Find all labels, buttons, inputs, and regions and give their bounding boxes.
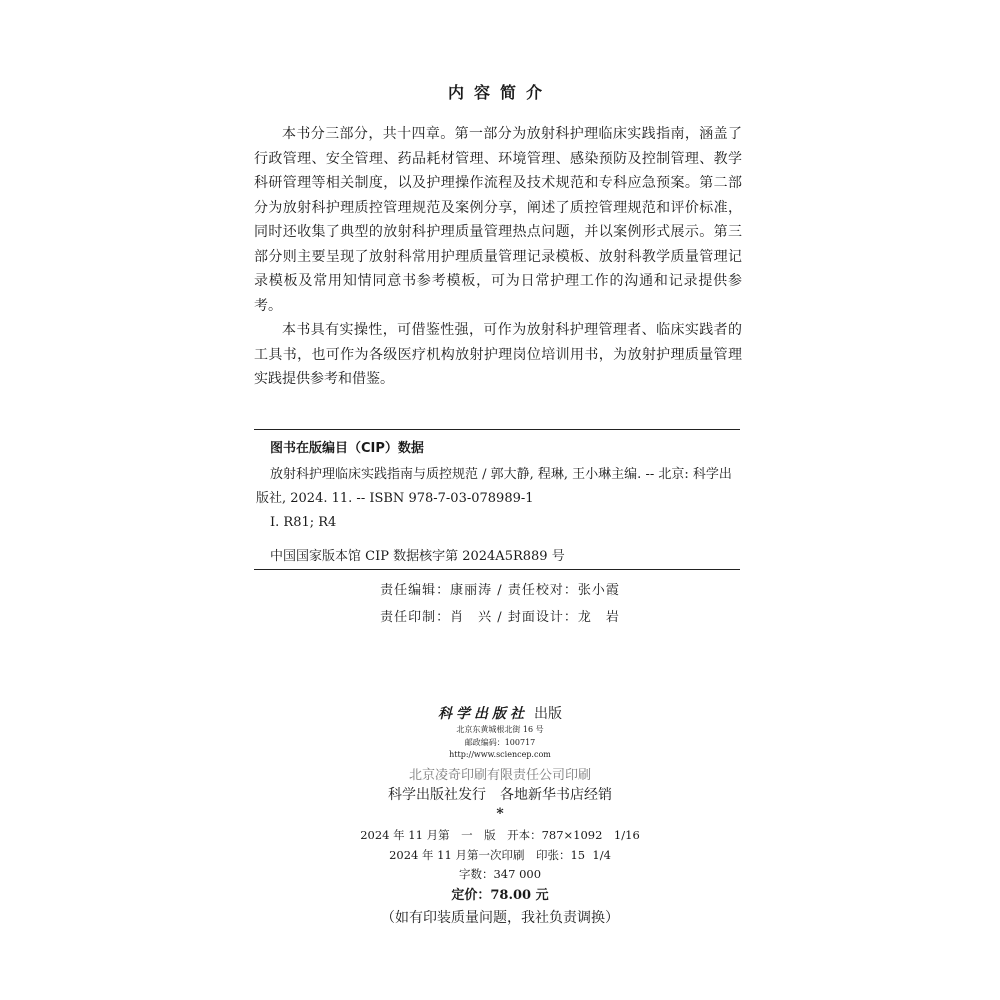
cip-classification: Ⅰ. R81; R4 bbox=[270, 515, 337, 530]
cip-record-number: 中国国家版本馆 CIP 数据核字第 2024A5R889 号 bbox=[270, 549, 565, 564]
cip-entry: 放射科护理临床实践指南与质控规范 / 郭大静, 程琳, 王小琳主编. -- 北京: 科学出版社, 2024. 11. -- ISBN 978-7-03-078989-1 bbox=[256, 467, 732, 506]
distribution-line: 科学出版社发行 各地新华书店经销 bbox=[388, 787, 612, 803]
staff-production: 责任印制：肖 兴 / 封面设计：龙 岩 bbox=[380, 610, 620, 625]
staff-editors: 责任编辑：康丽涛 / 责任校对：张小霞 bbox=[380, 583, 620, 598]
cip-block bbox=[254, 429, 740, 570]
intro-paragraph-1: 本书分三部分，共十四章。第一部分为放射科护理临床实践指南，涵盖了行政管理、安全管理、药品耗材管理、环境管理、感染预防及控制管理、教学科研管理等相关制度，以及护理操作流程及技术规范和专科应急预案。第二部分为放射科护理质控管理规范及案例分享，阐述了质控管理规范和评价标准，同时还收集了典型的放射科护理质量管理热点问题，并以案例形式展示。第三部分则主要呈现了放射科常用护理质量管理记录模板、放射科教学质量管理记录模板及常用知情同意书参考模板，可为日常护理工作的沟通和记录提供参考。 bbox=[254, 126, 742, 314]
intro-title: 内容简介 bbox=[447, 83, 552, 102]
intro-body bbox=[254, 122, 742, 392]
publish-word: 出版 bbox=[534, 706, 562, 722]
publisher-line bbox=[0, 703, 1000, 723]
intro-paragraph-2: 本书具有实操性，可借鉴性强，可作为放射科护理管理者、临床实践者的工具书，也可作为各级医疗机构放射护理岗位培训用书，为放射护理质量管理实践提供参考和借鉴。 bbox=[254, 322, 742, 387]
word-count: 字数：347 000 bbox=[458, 867, 542, 881]
edition-line: 2024 年 11 月第 一 版 开本：787×1092 1/16 bbox=[360, 828, 640, 842]
separator-star: * bbox=[496, 806, 504, 822]
price: 定价：78.00 元 bbox=[451, 888, 549, 903]
quality-notice: （如有印装质量问题，我社负责调换） bbox=[381, 910, 619, 926]
publisher-url: http://www.sciencep.com bbox=[449, 750, 551, 759]
printer-line: 北京凌奇印刷有限责任公司印刷 bbox=[408, 768, 591, 783]
publisher-zip: 邮政编码：100717 bbox=[464, 738, 536, 747]
printing-line: 2024 年 11 月第一次印刷 印张：15 1/4 bbox=[389, 848, 611, 862]
publisher-logo: 科学出版社 bbox=[438, 706, 528, 722]
cip-title: 图书在版编目（CIP）数据 bbox=[270, 441, 424, 456]
publisher-address: 北京东黄城根北街 16 号 bbox=[456, 725, 544, 734]
